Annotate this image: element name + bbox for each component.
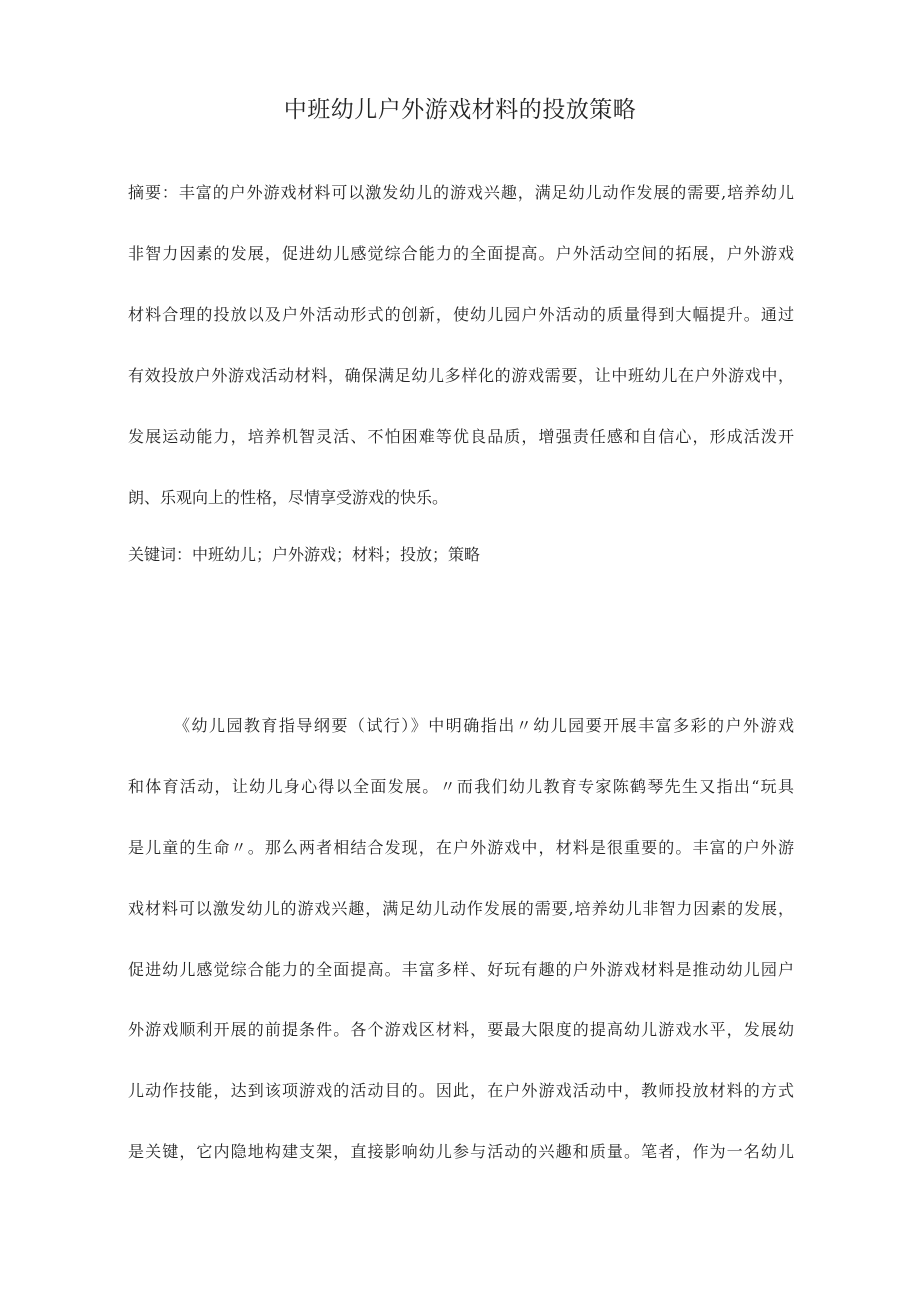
abstract-line: 非智力因素的发展，促进幼儿感觉综合能力的全面提高。户外活动空间的拓展，户外游戏 xyxy=(128,244,794,263)
body-line: 《幼儿园教育指导纲要（试行）》中明确指出〃幼儿园要开展丰富多彩的户外游戏 xyxy=(174,716,794,735)
document-title: 中班幼儿户外游戏材料的投放策略 xyxy=(283,97,637,123)
body-line: 戏材料可以激发幼儿的游戏兴趣，满足幼儿动作发展的需要,培养幼儿非智力因素的发展， xyxy=(128,898,794,918)
body-line: 外游戏顺利开展的前提条件。各个游戏区材料，要最大限度的提高幼儿游戏水平，发展幼 xyxy=(128,1020,794,1040)
abstract-line: 朗、乐观向上的性格，尽情享受游戏的快乐。 xyxy=(128,488,449,507)
abstract-line: 有效投放户外游戏活动材料，确保满足幼儿多样化的游戏需要，让中班幼儿在户外游戏中， xyxy=(128,366,794,385)
abstract-section xyxy=(128,178,794,544)
body-section xyxy=(128,711,794,1198)
body-line: 和体育活动，让幼儿身心得以全面发展。〃而我们幼儿教育专家陈鹤琴先生又指出“玩具 xyxy=(128,776,794,796)
abstract-line: 发展运动能力，培养机智灵活、不怕困难等优良品质，增强责任感和自信心，形成活泼开 xyxy=(128,427,794,446)
body-line: 促进幼儿感觉综合能力的全面提高。丰富多样、好玩有趣的户外游戏材料是推动幼儿园户 xyxy=(128,959,794,979)
body-line: 是儿童的生命〃。那么两者相结合发现，在户外游戏中，材料是很重要的。丰富的户外游 xyxy=(128,837,794,857)
abstract-line: 材料合理的投放以及户外活动形式的创新，使幼儿园户外活动的质量得到大幅提升。通过 xyxy=(128,305,794,324)
abstract-line: 摘要：丰富的户外游戏材料可以激发幼儿的游戏兴趣，满足幼儿动作发展的需要,培养幼儿 xyxy=(128,183,794,202)
keywords-line: 关键词：中班幼儿；户外游戏；材料；投放；策略 xyxy=(128,545,481,564)
body-line: 儿动作技能，达到该项游戏的活动目的。因此，在户外游戏活动中，教师投放材料的方式 xyxy=(128,1081,794,1101)
body-line: 是关键，它内隐地构建支架，直接影响幼儿参与活动的兴趣和质量。笔者，作为一名幼儿 xyxy=(128,1142,794,1162)
